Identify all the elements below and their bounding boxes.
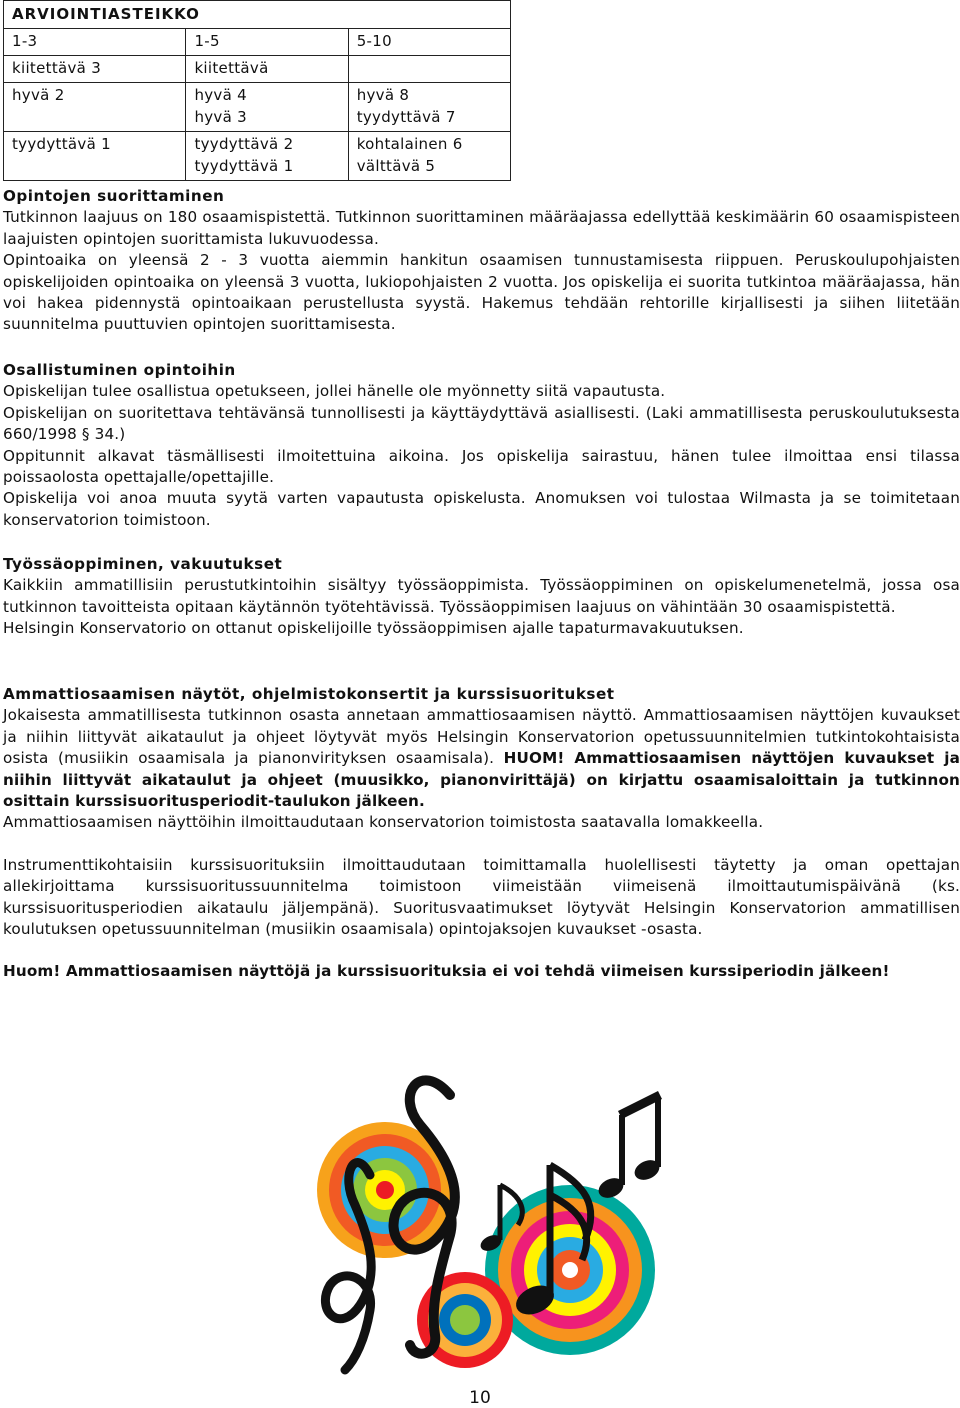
table-cell: 1-3 [4, 29, 186, 56]
paragraph: Opiskelija voi anoa muuta syytä varten vapautusta opiskelusta. Anomuksen voi tulostaa Wilmasta ja se toimitetaan konservatorion toimistoon. [3, 489, 960, 529]
paragraph: Helsingin Konservatorio on ottanut opiskelijoille työssäoppimisen ajalle tapaturmavakuutuksen. [3, 619, 744, 638]
section-work-learning [3, 554, 960, 640]
section-demos [3, 684, 960, 983]
paragraph: Opiskelijan on suoritettava tehtävänsä tunnollisesti ja käyttäydyttävä asiallisesti. (Laki ammatillisesta peruskoulutuksesta 660/1998 § 34.) [3, 403, 960, 444]
table-row [4, 29, 511, 56]
paragraph [3, 705, 960, 812]
paragraph: Opiskelijan tulee osallistua opetukseen, jollei hänelle ole myönnetty siitä vapautusta. [3, 382, 666, 401]
section-heading: Ammattiosaamisen näytöt, ohjelmistokonsertit ja kurssisuoritukset [3, 685, 615, 703]
table-row [4, 83, 511, 132]
section-completion [3, 186, 960, 336]
beamed-notes [595, 1095, 662, 1202]
important-note: HUOM! Ammattiosaamisen näyttöjen kuvaukset ja niihin liittyvät aikataulut ja ohjeet (muusikko, pianonvirittäjä) on kirjattu osaamisaloittain ja tutkinnon osittain kurssisuoritusperiodit-taulukon jälkeen. [3, 749, 960, 811]
table-row [4, 132, 511, 181]
table-cell: kiitettävä [186, 56, 348, 83]
paragraph: Kaikkiin ammatillisiin perustutkintoihin sisältyy työssäoppimista. Työssäoppiminen on opiskelumenetelmä, jossa osa tutkinnon tavoitteista opitaan käytännön työtehtävissä. Työssäoppimisen laajuus on vähintään 30 osaamispistettä. [3, 576, 960, 616]
table-cell: tyydyttävä 2 tyydyttävä 1 [186, 132, 348, 181]
final-note: Huom! Ammattiosaamisen näyttöjä ja kurssisuorituksia ei voi tehdä viimeisen kurssiperiodin jälkeen! [3, 962, 890, 981]
table-cell: tyydyttävä 1 [4, 132, 186, 181]
table-cell: kiitettävä 3 [4, 56, 186, 83]
grading-scale-title: ARVIOINTIASTEIKKO [4, 1, 511, 29]
paragraph: Instrumenttikohtaisiin kurssisuorituksiin ilmoittaudutaan toimittamalla huolellisesti täytetty ja oman opettajan allekirjoittama kurssisuoritussuunnitelma toimistoon viimeistään viimeisenä ilmoittautumispäivänä (ks. kurssisuoritusperiodien aikataulu jäljempänä). Suoritusvaatimukset löytyvät Helsingin Konservatorion ammatillisen koulutuksen opetussuunnitelman (musiikin osaamisala) opintojaksojen kuvaukset -osasta. [3, 855, 960, 939]
table-row [4, 56, 511, 83]
paragraph-text: Jokaisesta ammatillisesta tutkinnon osasta annetaan ammattiosaamisen näyttö. Ammattiosaamisen näyttöjen kuvaukset ja niihin liittyvät aikataulut ja ohjeet löytyvät myös Helsingin Konservatorion opetussuunnitelmien tutkintokohtaisista osista (musiikin osaamisala ja pianonvirityksen osaamisala). [3, 706, 960, 768]
paragraph: Opintoaika on yleensä 2 - 3 vuotta aiemmin hankitun osaamisen tunnustamisesta riippuen. Peruskoulupohjaisten opiskelijoiden opintoaika on yleensä 3 vuotta, lukiopohjaisten 2 vuotta. Jos opiskelija ei suorita tutkintoa määräajassa, hän voi hakea pidennystä opintoaikaan perustellusta syystä. Hakemus tehdään rehtorille kirjallisesti ja siihen liitetään suunnitelma puuttuvien opintojen suorittamisesta. [3, 251, 960, 334]
table-cell: kohtalainen 6 välttävä 5 [348, 132, 510, 181]
page-number: 10 [469, 1388, 491, 1408]
paragraph: Ammattiosaamisen näyttöihin ilmoittaudutaan konservatorion toimistosta saatavalla lomakkeella. [3, 813, 764, 832]
table-cell: hyvä 2 [4, 83, 186, 132]
music-notes-colorful-circles-illustration [300, 1055, 670, 1380]
grading-scale-table [3, 0, 511, 181]
paragraph: Oppitunnit alkavat täsmällisesti ilmoitettuina aikoina. Jos opiskelija sairastuu, hänen tulee ilmoittaa ensi tilassa poissaolosta opettajalle/opettajille. [3, 446, 960, 487]
table-cell: 5-10 [348, 29, 510, 56]
section-attendance [3, 360, 960, 531]
table-cell: hyvä 4 hyvä 3 [186, 83, 348, 132]
paragraph: Tutkinnon laajuus on 180 osaamispistettä. Tutkinnon suorittaminen määräajassa edellyttää keskimäärin 60 osaamispisteen laajuisten opintojen suorittamista lukuvuodessa. [3, 208, 960, 248]
section-heading: Työssäoppiminen, vakuutukset [3, 555, 283, 573]
section-heading: Opintojen suorittaminen [3, 187, 225, 205]
table-cell: hyvä 8 tyydyttävä 7 [348, 83, 510, 132]
table-cell [348, 56, 510, 83]
table-cell: 1-5 [186, 29, 348, 56]
section-heading: Osallistuminen opintoihin [3, 361, 236, 379]
document-page [3, 0, 960, 981]
